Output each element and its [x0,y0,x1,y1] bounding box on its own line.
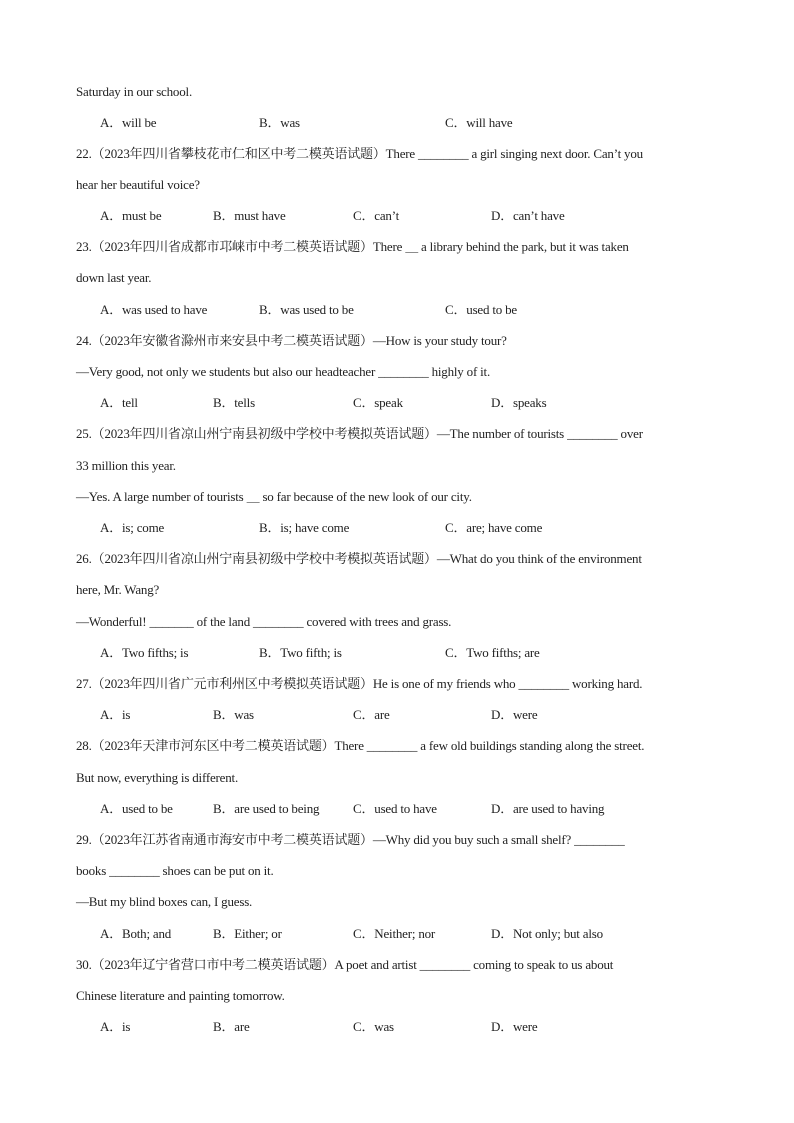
option-c: C．was [353,1019,394,1034]
text-line: —But my blind boxes can, I guess. [76,894,253,909]
option-b: B．Either; or [213,926,282,941]
option-a: A．tell [100,395,138,410]
option-a: A．was used to have [100,302,208,317]
question-24: 24.（2023年安徽省滁州市来安县中考二模英语试题）—How is your study tour? [76,333,507,348]
question-26: 26.（2023年四川省凉山州宁南县初级中学校中考模拟英语试题）—What do you think of the environment [76,551,642,566]
option-b: B．are [213,1019,250,1034]
option-a: A．Both; and [100,926,172,941]
text-line: But now, everything is different. [76,770,239,785]
option-b: B．Two fifth; is [259,645,342,660]
option-b: B．must have [213,208,286,223]
options-q30 [100,1019,720,1035]
options-q24 [100,395,720,411]
text-line: —Very good, not only we students but also our headteacher ________ highly of it. [76,364,491,379]
option-d: D．Not only; but also [491,926,603,941]
option-a: A．must be [100,208,162,223]
options-q29 [100,926,720,942]
options-q25 [100,520,720,536]
option-d: D．can’t have [491,208,565,223]
option-d: D．speaks [491,395,547,410]
option-b: B．was [213,707,254,722]
option-a: A．will be [100,115,157,130]
text-line: here, Mr. Wang? [76,582,160,597]
option-c: C．speak [353,395,403,410]
options-q27 [100,707,720,723]
option-c: C．are; have come [445,520,543,535]
option-a: A．is [100,707,131,722]
text-line: Chinese literature and painting tomorrow. [76,988,285,1003]
text-line: —Yes. A large number of tourists ＿ so far because of the new look of our city. [76,489,472,504]
text-line: 33 million this year. [76,458,176,473]
question-25: 25.（2023年四川省凉山州宁南县初级中学校中考模拟英语试题）—The number of tourists ________ over [76,426,643,441]
options-q26 [100,645,720,661]
option-b: B．was [259,115,300,130]
options-q28 [100,801,720,817]
text-line: down last year. [76,270,152,285]
option-c: C．will have [445,115,513,130]
option-b: B．is; have come [259,520,350,535]
text-line: books ________ shoes can be put on it. [76,863,274,878]
options-q21 [100,115,720,131]
question-22: 22.（2023年四川省攀枝花市仁和区中考二模英语试题）There ________ a girl singing next door. Can’t you [76,146,643,161]
question-28: 28.（2023年天津市河东区中考二模英语试题）There ________ a few old buildings standing along the street. [76,738,645,753]
option-b: B．are used to being [213,801,320,816]
option-c: C．used to have [353,801,437,816]
text-line: hear her beautiful voice? [76,177,200,192]
option-d: D．were [491,1019,538,1034]
option-a: A．Two fifths; is [100,645,189,660]
options-q22 [100,208,720,224]
option-b: B．tells [213,395,255,410]
option-a: A．is; come [100,520,165,535]
option-b: B．was used to be [259,302,354,317]
question-27: 27.（2023年四川省广元市利州区中考模拟英语试题）He is one of my friends who ________ working hard. [76,676,643,691]
options-q23 [100,302,720,318]
text-line: —Wonderful! _______ of the land ________ covered with trees and grass. [76,614,452,629]
option-a: A．used to be [100,801,173,816]
text-line: Saturday in our school. [76,84,192,99]
option-c: C．Neither; nor [353,926,436,941]
option-c: C．used to be [445,302,517,317]
question-30: 30.（2023年辽宁省营口市中考二模英语试题）A poet and artist ________ coming to speak to us about [76,957,614,972]
option-d: D．were [491,707,538,722]
option-c: C．Two fifths; are [445,645,540,660]
question-29: 29.（2023年江苏省南通市海安市中考二模英语试题）—Why did you buy such a small shelf? ________ [76,832,625,847]
option-a: A．is [100,1019,131,1034]
option-d: D．are used to having [491,801,605,816]
option-c: C．are [353,707,390,722]
option-c: C．can’t [353,208,400,223]
question-23: 23.（2023年四川省成都市邛崃市中考二模英语试题）There ＿ a library behind the park, but it was taken [76,239,629,254]
